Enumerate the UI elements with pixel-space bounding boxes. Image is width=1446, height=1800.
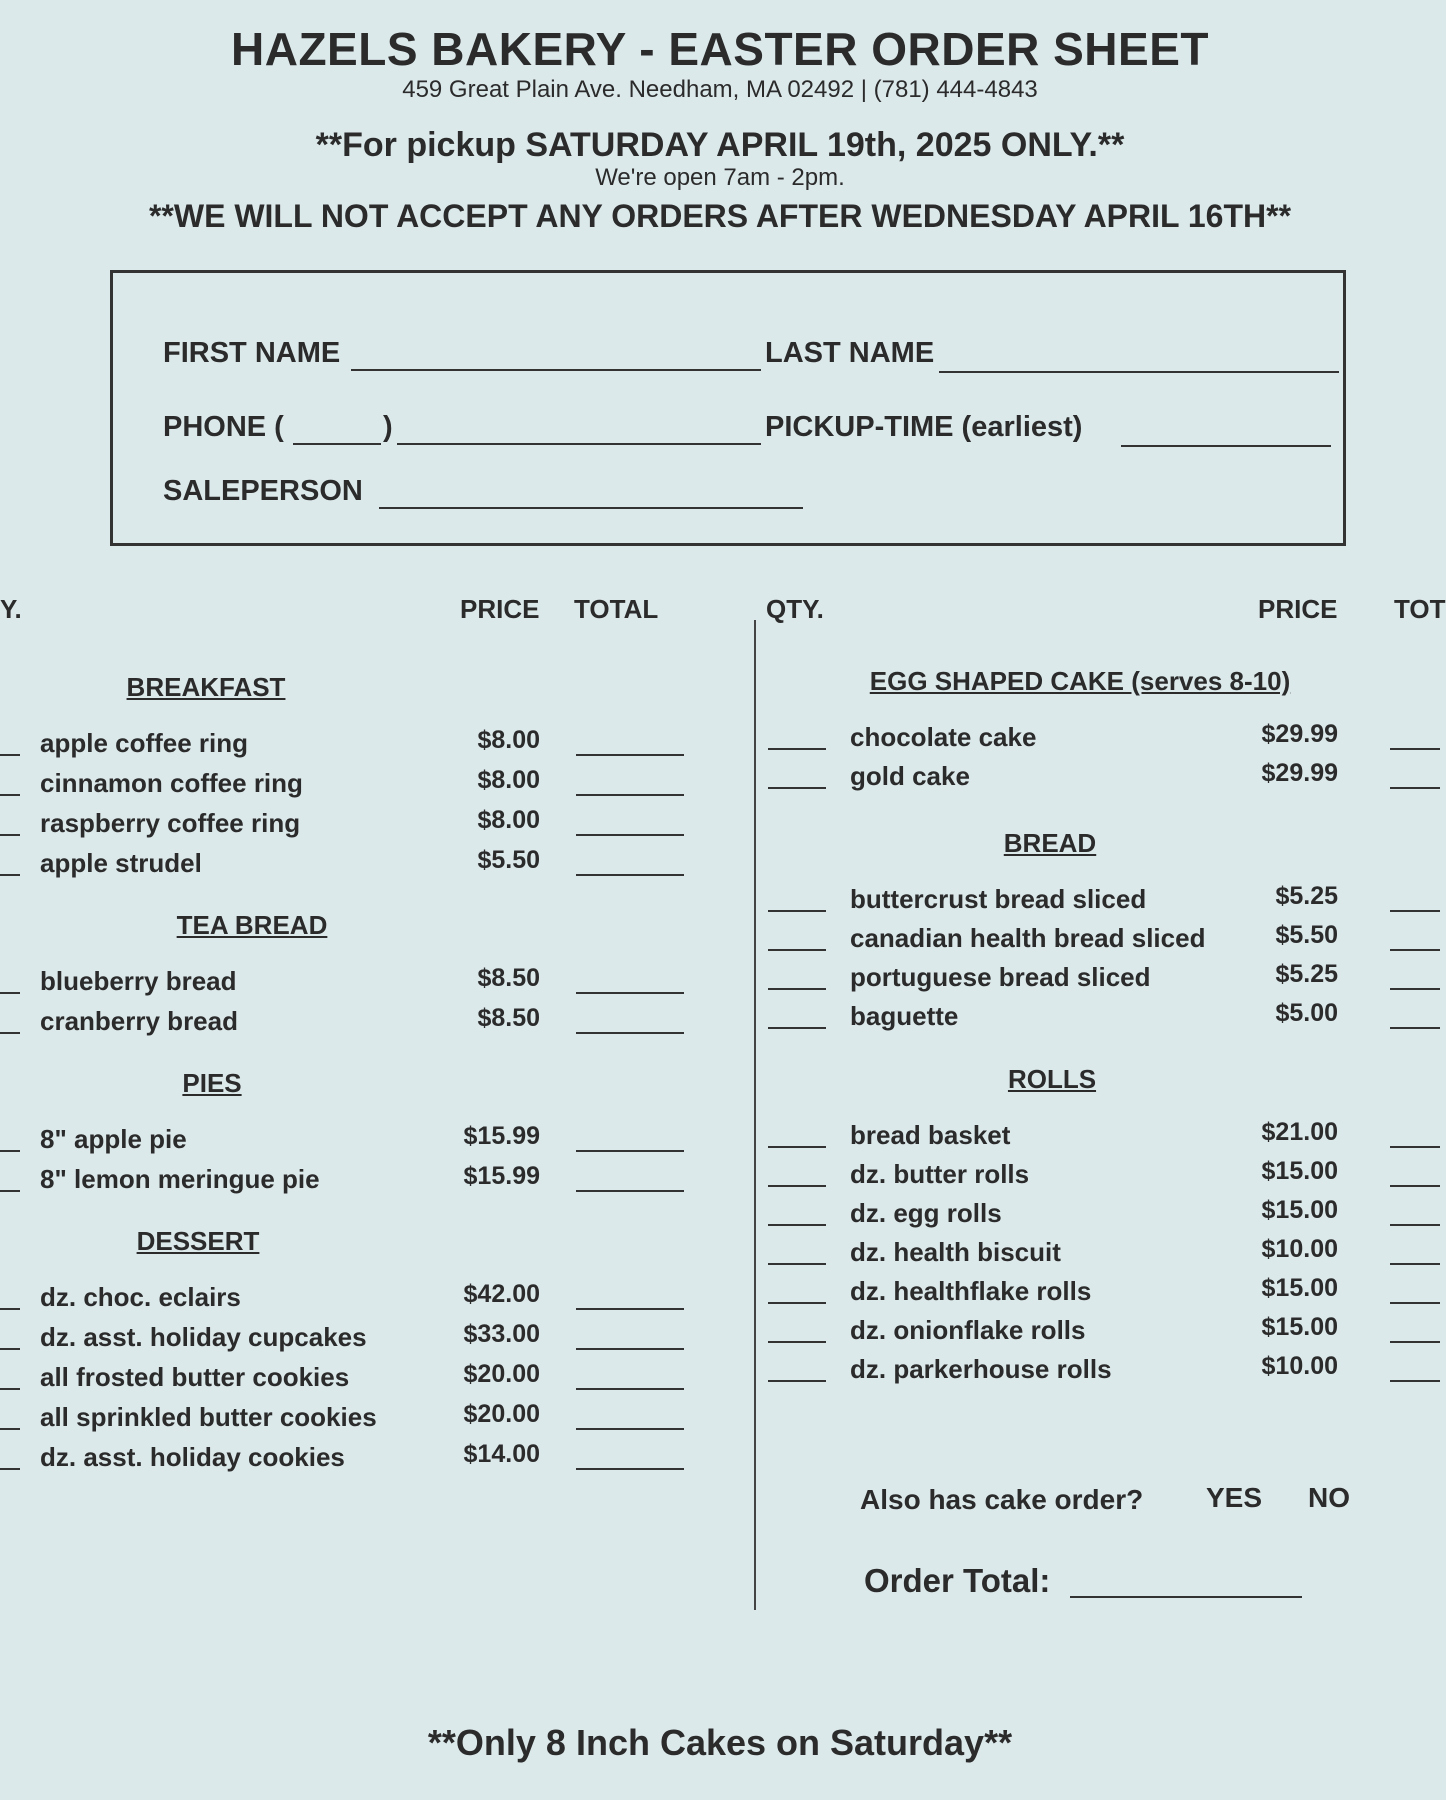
left-item-qty-field[interactable] (0, 1348, 20, 1350)
right-menu-item-name: dz. parkerhouse rolls (850, 1354, 1112, 1384)
left-menu-item-price: $42.00 (463, 1280, 540, 1308)
last-name-label: LAST NAME (765, 337, 935, 369)
left-section-title: BREAKFAST (126, 672, 286, 702)
pickup-time-label: PICKUP-TIME (earliest) (765, 411, 1083, 443)
left-item-qty-field[interactable] (0, 992, 20, 994)
left-total-header: TOTAL (574, 594, 659, 624)
left-menu-item-name: blueberry bread (40, 966, 237, 996)
left-item-total-field[interactable] (576, 1348, 684, 1350)
right-item-qty-field[interactable] (768, 787, 826, 789)
right-menu-item-name: gold cake (850, 761, 970, 791)
right-item-total-field[interactable] (1390, 1224, 1440, 1226)
left-item-qty-field[interactable] (0, 1032, 20, 1034)
right-item-total-field[interactable] (1390, 1302, 1440, 1304)
right-total-header: TOT (1394, 594, 1446, 624)
left-menu-item-name: all frosted butter cookies (40, 1362, 350, 1392)
left-menu-item-price: $20.00 (463, 1360, 540, 1388)
left-menu-item-price: $33.00 (463, 1320, 540, 1348)
left-menu-item-name: all sprinkled butter cookies (40, 1402, 377, 1432)
left-section-title: PIES (182, 1068, 242, 1098)
bakery-address: 459 Great Plain Ave. Needham, MA 02492 | (781) 444-4843 (402, 76, 1038, 103)
right-menu-item-price: $29.99 (1261, 720, 1338, 748)
right-item-total-field[interactable] (1390, 949, 1440, 951)
first-name-field[interactable] (351, 369, 761, 371)
left-item-total-field[interactable] (576, 1308, 684, 1310)
left-menu-item-price: $5.50 (477, 846, 540, 874)
right-menu-item-name: buttercrust bread sliced (850, 884, 1147, 914)
right-menu-item-name: canadian health bread sliced (850, 923, 1206, 953)
right-section-title: BREAD (1003, 828, 1097, 858)
right-item-total-field[interactable] (1390, 1380, 1440, 1382)
right-item-total-field[interactable] (1390, 910, 1440, 912)
right-item-total-field[interactable] (1390, 988, 1440, 990)
left-menu-item-name: 8" lemon meringue pie (40, 1164, 320, 1194)
column-divider (754, 620, 756, 1610)
left-item-total-field[interactable] (576, 834, 684, 836)
right-item-total-field[interactable] (1390, 1341, 1440, 1343)
left-menu-item-price: $8.00 (477, 766, 540, 794)
pickup-date-notice: **For pickup SATURDAY APRIL 19th, 2025 ONLY.** (315, 126, 1125, 164)
right-qty-header: QTY. (766, 594, 824, 624)
left-menu-item-name: dz. asst. holiday cookies (40, 1442, 345, 1472)
opening-hours: We're open 7am - 2pm. (595, 164, 845, 191)
right-item-qty-field[interactable] (768, 1263, 826, 1265)
left-item-total-field[interactable] (576, 754, 684, 756)
right-menu-item-name: baguette (850, 1001, 959, 1031)
left-item-total-field[interactable] (576, 992, 684, 994)
left-menu-item-name: dz. choc. eclairs (40, 1282, 241, 1312)
right-item-total-field[interactable] (1390, 1185, 1440, 1187)
right-section-title: ROLLS (1007, 1064, 1097, 1094)
left-item-qty-field[interactable] (0, 1468, 20, 1470)
left-menu-item-name: cinnamon coffee ring (40, 768, 303, 798)
left-item-qty-field[interactable] (0, 754, 20, 756)
order-total-field[interactable] (1070, 1596, 1302, 1598)
right-menu-item-name: dz. butter rolls (850, 1159, 1030, 1189)
left-item-total-field[interactable] (576, 1190, 684, 1192)
right-section-title: EGG SHAPED CAKE (serves 8-10) (869, 666, 1291, 696)
left-item-total-field[interactable] (576, 1428, 684, 1430)
left-item-qty-field[interactable] (0, 834, 20, 836)
right-menu-item-name: dz. egg rolls (850, 1198, 1002, 1228)
right-menu-item-price: $15.00 (1261, 1196, 1338, 1224)
right-menu-item-price: $15.00 (1261, 1274, 1338, 1302)
right-menu-item-price: $5.25 (1275, 882, 1338, 910)
right-menu-item-price: $5.25 (1275, 960, 1338, 988)
right-item-qty-field[interactable] (768, 1341, 826, 1343)
right-menu-item-price: $5.00 (1275, 999, 1338, 1027)
left-menu-item-name: apple coffee ring (40, 728, 249, 758)
right-item-qty-field[interactable] (768, 1146, 826, 1148)
right-item-total-field[interactable] (1390, 787, 1440, 789)
customer-info-box (110, 270, 1346, 546)
last-name-field[interactable] (939, 371, 1339, 373)
right-item-qty-field[interactable] (768, 949, 826, 951)
left-menu-item-name: raspberry coffee ring (40, 808, 301, 838)
right-item-total-field[interactable] (1390, 748, 1440, 750)
salesperson-label: SALEPERSON (163, 475, 363, 507)
cake-order-question: Also has cake order? (860, 1484, 1144, 1515)
left-item-total-field[interactable] (576, 1032, 684, 1034)
right-menu-item-name: dz. health biscuit (850, 1237, 1061, 1267)
left-menu-item-name: apple strudel (40, 848, 202, 878)
left-item-qty-field[interactable] (0, 1308, 20, 1310)
right-item-qty-field[interactable] (768, 1185, 826, 1187)
left-item-qty-field[interactable] (0, 1388, 20, 1390)
right-menu-item-name: dz. healthflake rolls (850, 1276, 1092, 1306)
right-menu-item-price: $10.00 (1261, 1235, 1338, 1263)
phone-number-field[interactable] (397, 443, 761, 445)
left-item-total-field[interactable] (576, 1150, 684, 1152)
right-menu-item-name: portuguese bread sliced (850, 962, 1151, 992)
left-item-qty-field[interactable] (0, 1190, 20, 1192)
left-menu-item-name: cranberry bread (40, 1006, 238, 1036)
left-item-total-field[interactable] (576, 794, 684, 796)
left-section-title: DESSERT (136, 1226, 260, 1256)
left-item-qty-field[interactable] (0, 794, 20, 796)
salesperson-field[interactable] (379, 507, 803, 509)
left-menu-item-price: $14.00 (463, 1440, 540, 1468)
order-total-label: Order Total: (864, 1562, 1051, 1599)
footer-note: **Only 8 Inch Cakes on Saturday** (427, 1722, 1013, 1763)
left-menu-item-price: $8.50 (477, 964, 540, 992)
left-price-header: PRICE (460, 594, 540, 624)
left-menu-item-name: dz. asst. holiday cupcakes (40, 1322, 367, 1352)
phone-label: PHONE ( (163, 411, 284, 443)
right-menu-item-price: $29.99 (1261, 759, 1338, 787)
left-menu-item-price: $8.00 (477, 726, 540, 754)
left-menu-item-price: $20.00 (463, 1400, 540, 1428)
right-item-qty-field[interactable] (768, 1224, 826, 1226)
right-item-total-field[interactable] (1390, 1027, 1440, 1029)
cake-order-no[interactable]: NO (1308, 1482, 1350, 1513)
right-item-qty-field[interactable] (768, 1302, 826, 1304)
left-item-total-field[interactable] (576, 874, 684, 876)
left-menu-item-price: $8.00 (477, 806, 540, 834)
right-item-total-field[interactable] (1390, 1263, 1440, 1265)
right-menu-item-price: $15.00 (1261, 1157, 1338, 1185)
right-item-qty-field[interactable] (768, 988, 826, 990)
left-menu-item-name: 8" apple pie (40, 1124, 187, 1154)
left-item-qty-field[interactable] (0, 1428, 20, 1430)
right-price-header: PRICE (1258, 594, 1338, 624)
pickup-time-field[interactable] (1121, 445, 1331, 447)
right-item-qty-field[interactable] (768, 1027, 826, 1029)
left-qty-header: Y. (0, 594, 22, 624)
right-item-qty-field[interactable] (768, 1380, 826, 1382)
right-menu-item-name: bread basket (850, 1120, 1011, 1150)
right-menu-item-name: dz. onionflake rolls (850, 1315, 1086, 1345)
phone-paren-close: ) (383, 411, 393, 443)
right-menu-item-price: $10.00 (1261, 1352, 1338, 1380)
left-menu-item-price: $15.99 (463, 1162, 540, 1190)
page-title: HAZELS BAKERY - EASTER ORDER SHEET (231, 23, 1209, 75)
right-item-qty-field[interactable] (768, 910, 826, 912)
cake-order-yes[interactable]: YES (1206, 1482, 1263, 1513)
left-item-total-field[interactable] (576, 1468, 684, 1470)
right-item-qty-field[interactable] (768, 748, 826, 750)
left-section-title: TEA BREAD (176, 910, 328, 940)
first-name-label: FIRST NAME (163, 337, 341, 369)
right-menu-item-price: $5.50 (1275, 921, 1338, 949)
right-menu-item-price: $15.00 (1261, 1313, 1338, 1341)
right-menu-item-price: $21.00 (1261, 1118, 1338, 1146)
right-menu-item-name: chocolate cake (850, 722, 1037, 752)
left-item-qty-field[interactable] (0, 1150, 20, 1152)
order-deadline-warning: **WE WILL NOT ACCEPT ANY ORDERS AFTER WEDNESDAY APRIL 16TH** (148, 198, 1292, 234)
left-menu-item-price: $15.99 (463, 1122, 540, 1150)
left-item-qty-field[interactable] (0, 874, 20, 876)
right-item-total-field[interactable] (1390, 1146, 1440, 1148)
left-item-total-field[interactable] (576, 1388, 684, 1390)
phone-area-code-field[interactable] (293, 443, 381, 445)
left-menu-item-price: $8.50 (477, 1004, 540, 1032)
